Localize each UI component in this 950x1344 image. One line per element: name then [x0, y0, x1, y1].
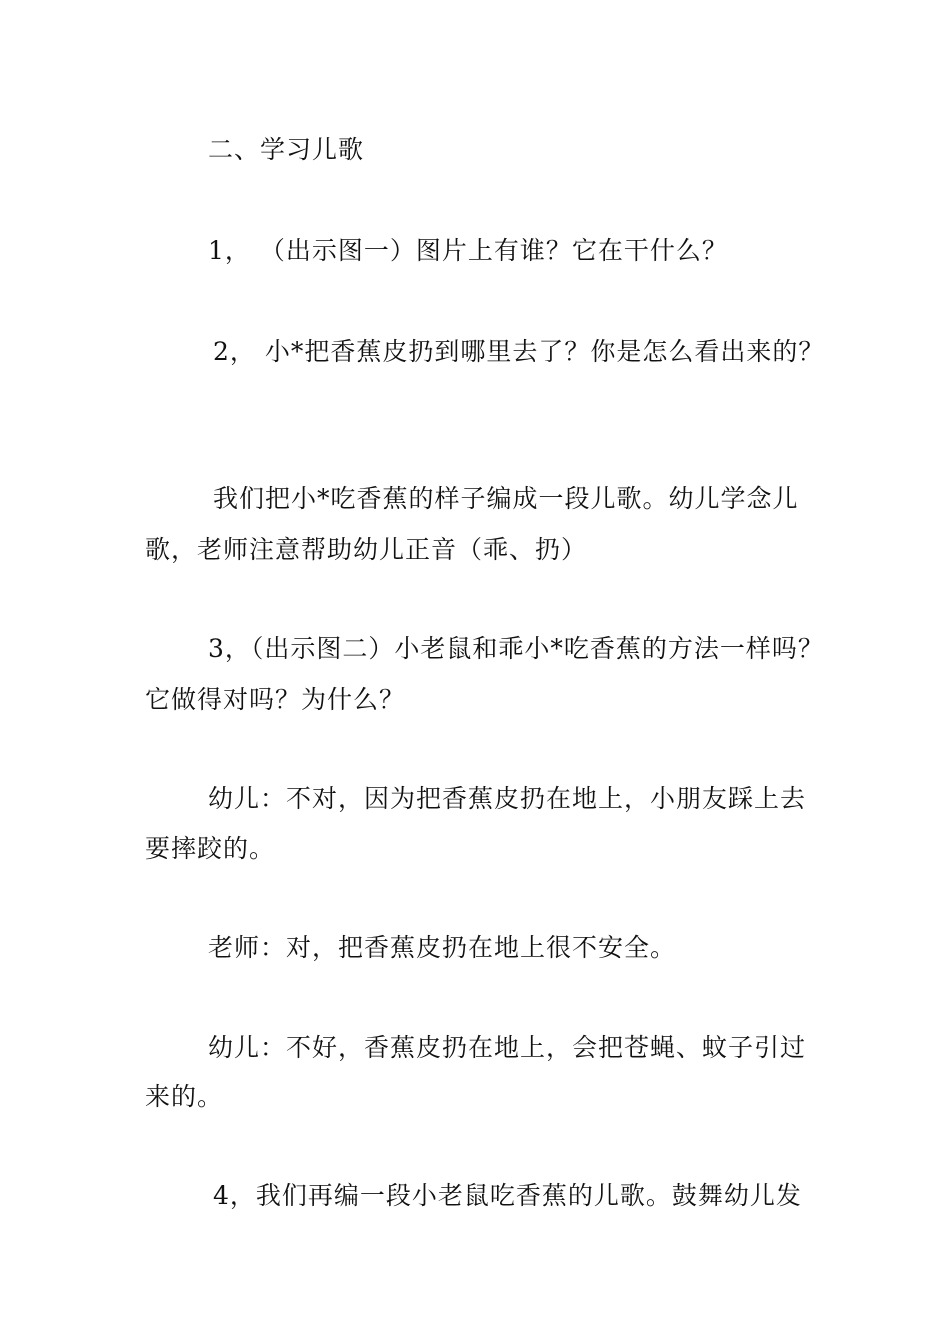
- question-4-line-1: 4，我们再编一段小老鼠吃香蕉的儿歌。鼓舞幼儿发: [213, 1181, 802, 1210]
- paragraph-1-line-1: 我们把小*吃香蕉的样子编成一段儿歌。幼儿学念儿: [213, 484, 799, 513]
- child-answer-1-line-2: 要摔跤的。: [145, 834, 276, 863]
- child-answer-2-line-1: 幼儿：不好，香蕉皮扔在地上，会把苍蝇、蚊子引过: [208, 1033, 807, 1062]
- question-3-line-1: 3，（出示图二）小老鼠和乖小*吃香蕉的方法一样吗？: [208, 634, 824, 663]
- child-answer-2-line-2: 来的。: [145, 1082, 224, 1111]
- child-answer-1-line-1: 幼儿：不对，因为把香蕉皮扔在地上，小朋友踩上去: [208, 784, 807, 813]
- question-3-line-2: 它做得对吗？为什么？: [145, 685, 406, 714]
- section-heading: 二、学习儿歌: [208, 135, 365, 164]
- paragraph-1-line-2: 歌，老师注意帮助幼儿正音（乖、扔）: [145, 535, 588, 564]
- question-1: 1， （出示图一）图片上有谁？它在干什么？: [208, 236, 728, 265]
- question-2: 2， 小*把香蕉皮扔到哪里去了？你是怎么看出来的？: [213, 337, 825, 366]
- teacher-reply: 老师：对，把香蕉皮扔在地上很不安全。: [208, 933, 677, 962]
